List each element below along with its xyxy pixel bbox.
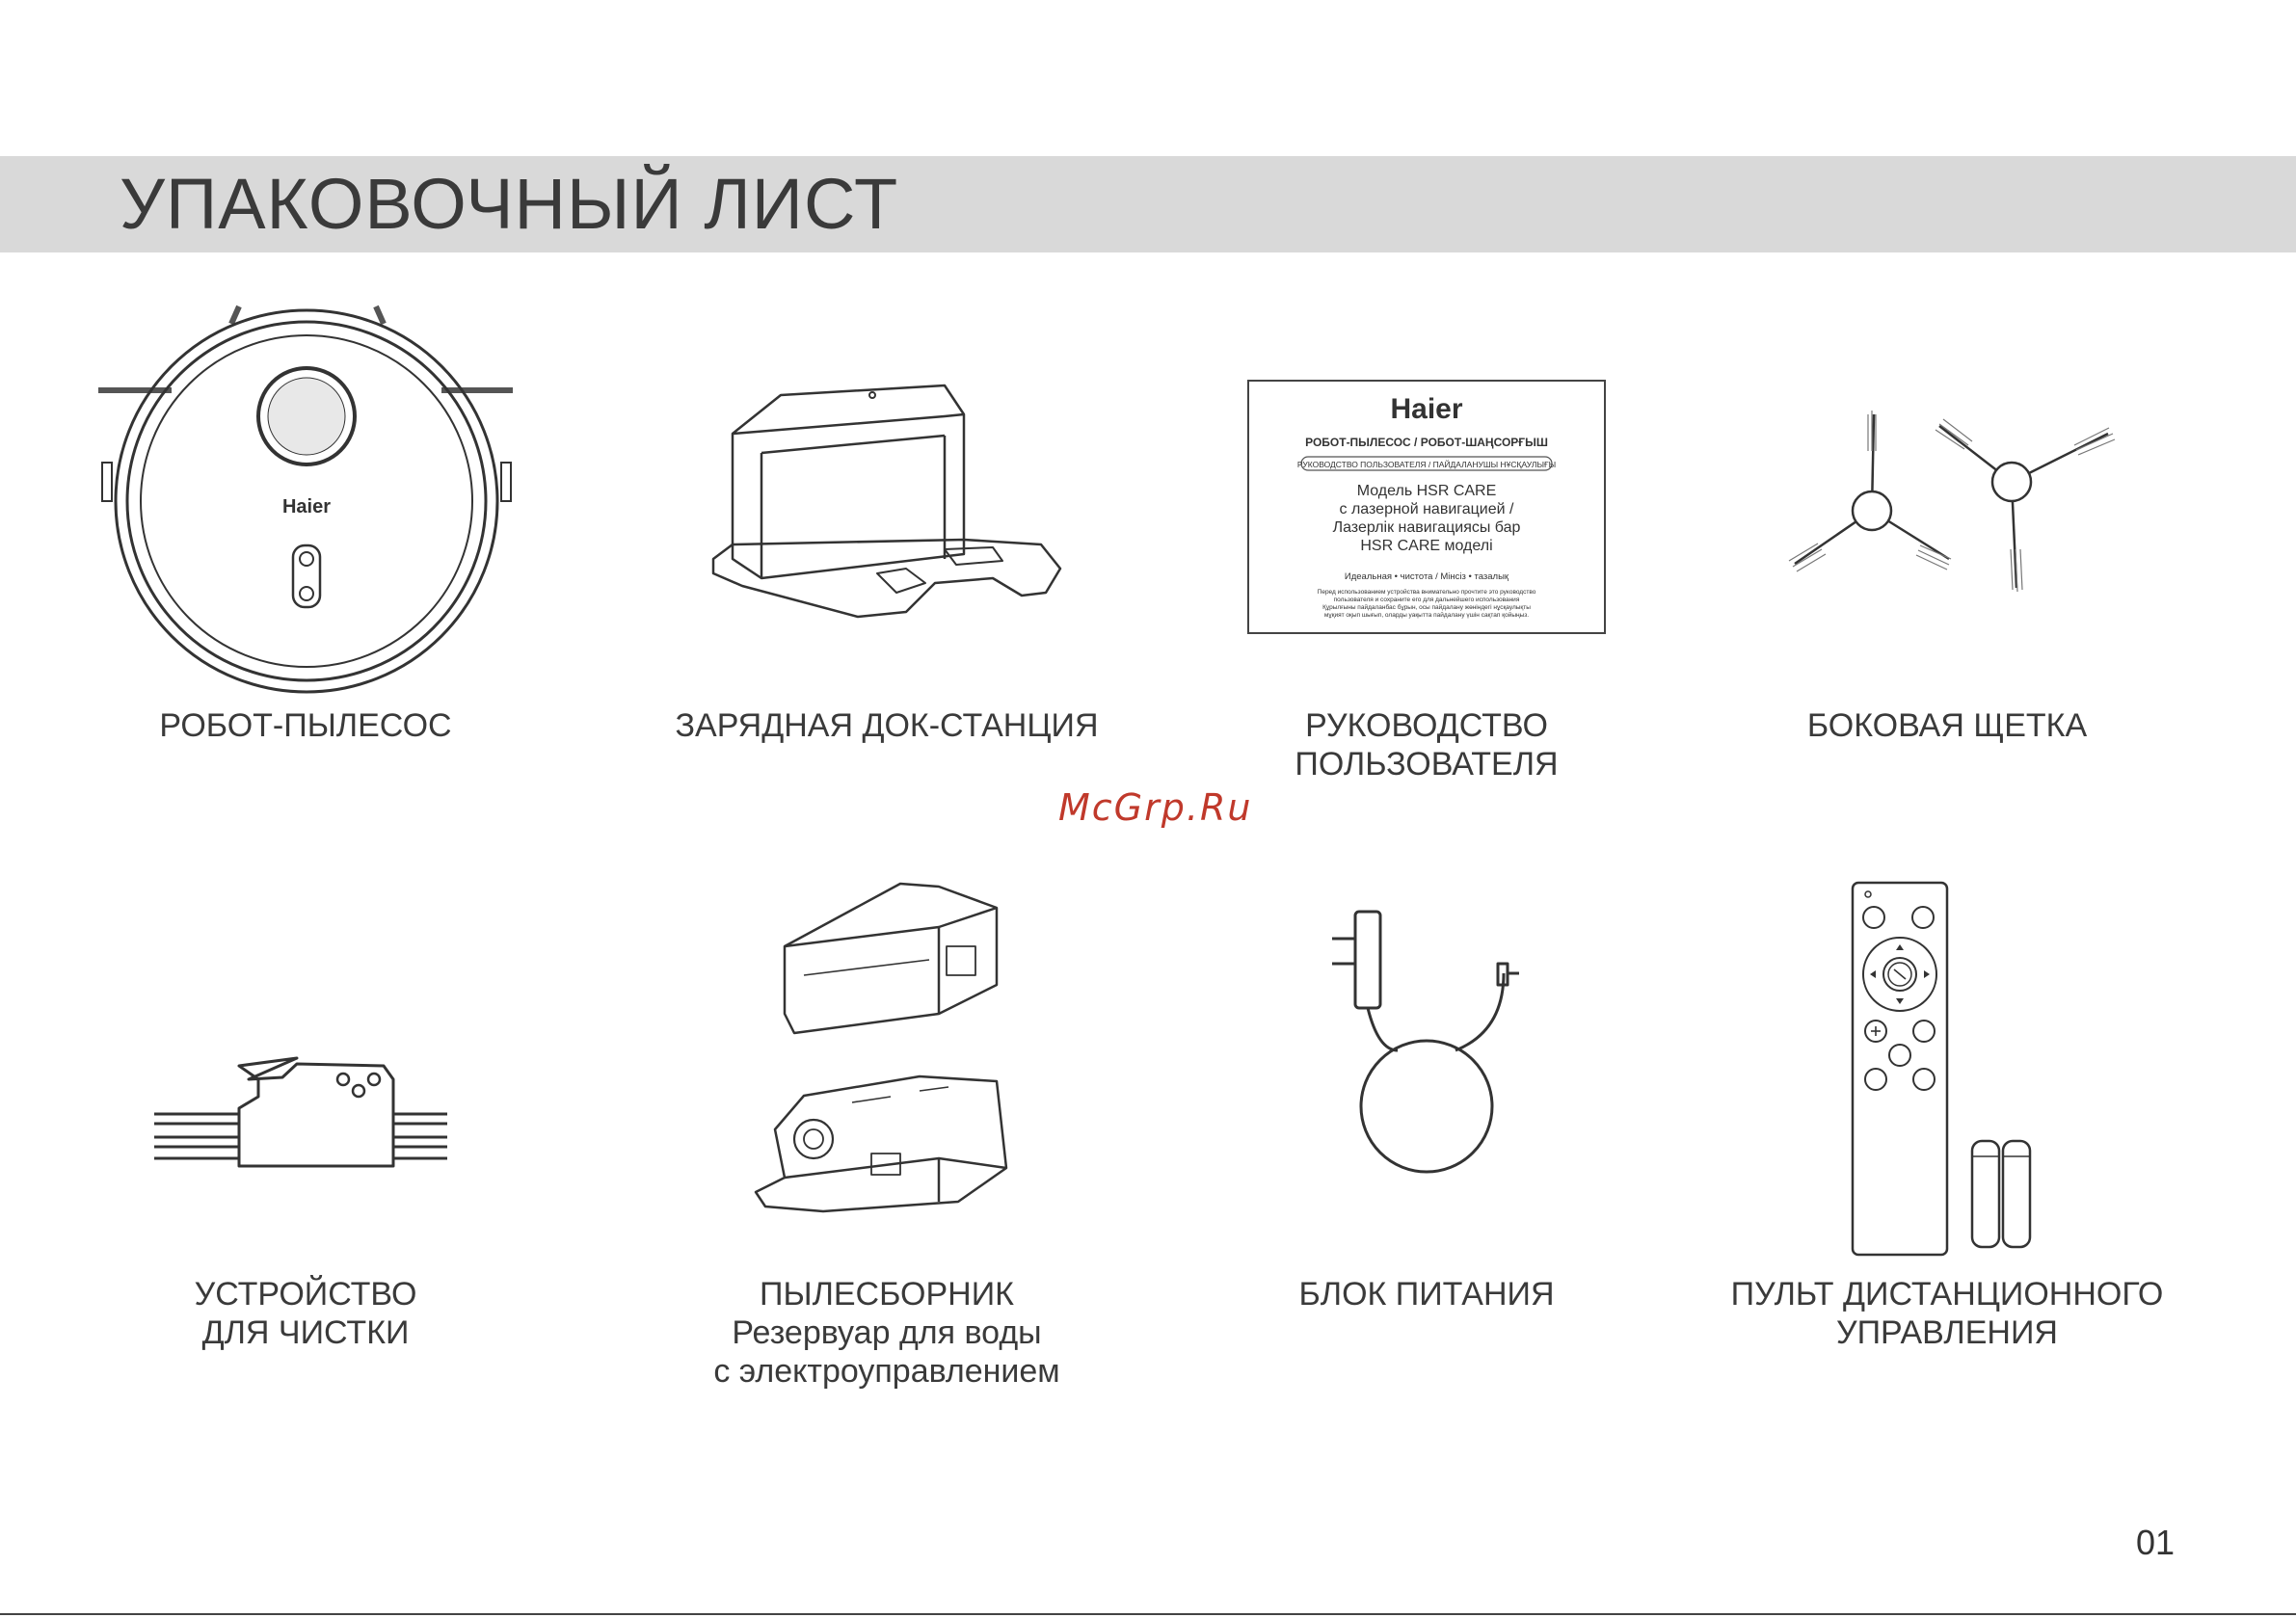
robot-vacuum-illustration	[94, 299, 519, 684]
manual-model-line-3: Лазерлік навигациясы бар	[1332, 519, 1521, 536]
dustbin-illustration	[746, 879, 1035, 1226]
caption-robot: РОБОТ-ПЫЛЕСОС	[159, 707, 452, 744]
page-number: 01	[2136, 1523, 2176, 1562]
remote-control-illustration	[1849, 877, 2042, 1262]
manual-model-line-2: с лазерной навигацией /	[1339, 501, 1514, 517]
manual-heading: РОБОТ-ПЫЛЕСОС / РОБОТ-ШАҢСОРҒЫШ	[1305, 436, 1548, 449]
manual-fine-4: мұқият оқып шығып, оларды уақытта пайдалану үшін сақтап қойыңыз.	[1323, 612, 1530, 619]
manual-fine-1: Перед использованием устройства внимательно прочтите это руководство	[1317, 589, 1536, 596]
manual-model-line-1: Модель HSR CARE	[1356, 483, 1497, 499]
power-supply-illustration	[1321, 906, 1552, 1176]
caption-remote: ПУЛЬТ ДИСТАНЦИОННОГО УПРАВЛЕНИЯ	[1730, 1276, 2164, 1351]
user-manual-illustration	[1247, 380, 1606, 634]
caption-power-supply: БЛОК ПИТАНИЯ	[1298, 1276, 1555, 1313]
manual-fine-3: Құрылғыны пайдаланбас бұрын, осы пайдалану жөніндегі нұсқаулықты	[1322, 604, 1531, 611]
manual-tagline: Идеальная • чистота / Мінсіз • тазалық	[1344, 571, 1509, 582]
side-brush-illustration	[1775, 405, 2122, 597]
page-title: УПАКОВОЧНЫЙ ЛИСТ	[120, 164, 899, 244]
charging-dock-illustration	[704, 376, 1070, 626]
watermark: McGrp.Ru	[1058, 786, 1253, 829]
manual-subheading: РУКОВОДСТВО ПОЛЬЗОВАТЕЛЯ / ПАЙДАЛАНУШЫ НҰСҚАУЛЫҒЫ	[1296, 460, 1557, 469]
caption-dock: ЗАРЯДНАЯ ДОК-СТАНЦИЯ	[675, 707, 1099, 744]
bottom-rule	[0, 1613, 2296, 1615]
manual-model-line-4: HSR CARE моделі	[1360, 538, 1493, 554]
manual-brand: Haier	[1390, 393, 1463, 425]
caption-side-brush: БОКОВАЯ ЩЕТКА	[1806, 707, 2088, 744]
manual-fine-2: пользователя и сохраните его для дальнейшего использования	[1333, 597, 1520, 603]
cleaning-tool-illustration	[152, 1050, 461, 1185]
caption-dustbin: ПЫЛЕСБОРНИК Резервуар для воды с электроуправлением	[713, 1276, 1060, 1390]
robot-logo: Haier	[281, 496, 332, 517]
caption-cleaning-tool: УСТРОЙСТВО ДЛЯ ЧИСТКИ	[194, 1276, 417, 1351]
caption-manual: РУКОВОДСТВО ПОЛЬЗОВАТЕЛЯ	[1295, 707, 1559, 782]
